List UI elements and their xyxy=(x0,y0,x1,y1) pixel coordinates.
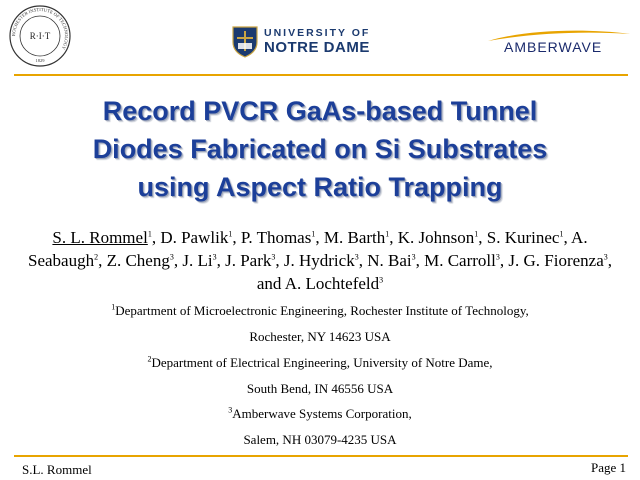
author-affiliation-number: 3 xyxy=(603,252,608,262)
author-name: A. Seabaugh xyxy=(27,228,588,270)
author-name: P. Thomas xyxy=(240,228,312,247)
author-15 xyxy=(285,274,383,293)
title-line-1: Record PVCR GaAs-based Tunnel xyxy=(102,96,538,126)
amberwave-name: AMBERWAVE xyxy=(504,39,603,55)
affiliation-3-number: 3 xyxy=(228,405,233,415)
author-name: S. Kurinec xyxy=(486,228,560,247)
author-name: Z. Cheng xyxy=(106,251,170,270)
affiliation-2-line1 xyxy=(20,355,620,371)
affiliation-3-line1 xyxy=(20,406,620,422)
author-1 xyxy=(52,228,151,247)
presenter-name: S.L. Rommel xyxy=(22,462,92,477)
title-line-2: Diodes Fabricated on Si Substrates xyxy=(92,134,548,164)
page-number: Page 1 xyxy=(590,460,626,475)
author-14 xyxy=(508,251,607,270)
affiliation-3-text: Amberwave Systems Corporation, xyxy=(232,406,412,421)
author-5 xyxy=(398,228,479,247)
author-11 xyxy=(284,251,359,270)
author-affiliation-number: 1 xyxy=(385,229,390,239)
author-affiliation-number: 1 xyxy=(474,229,479,239)
author-name: M. Carroll xyxy=(424,251,496,270)
author-name: A. Lochtefeld xyxy=(284,274,380,293)
author-affiliation-number: 3 xyxy=(379,275,384,285)
author-name: D. Pawlik xyxy=(160,228,229,247)
notre-dame-line1: UNIVERSITY OF xyxy=(264,27,371,39)
affiliation-2-text: Department of Electrical Engineering, University of Notre Dame, xyxy=(151,355,493,370)
author-affiliation-number: 1 xyxy=(147,229,152,239)
author-affiliation-number: 3 xyxy=(411,252,416,262)
slide-title xyxy=(20,92,620,206)
author-name: J. Park xyxy=(225,251,272,270)
affiliation-2-number: 2 xyxy=(147,354,152,364)
header-divider xyxy=(14,74,628,76)
footer-divider xyxy=(14,455,628,457)
author-affiliation-number: 3 xyxy=(212,252,217,262)
author-8 xyxy=(107,251,174,270)
author-3 xyxy=(241,228,316,247)
rit-seal-icon xyxy=(8,4,72,68)
author-affiliation-number: 3 xyxy=(169,252,174,262)
notre-dame-shield-icon xyxy=(232,26,258,58)
author-name: K. Johnson xyxy=(397,228,475,247)
author-name: M. Barth xyxy=(323,228,386,247)
author-9 xyxy=(182,251,216,270)
rit-initials: R·I·T xyxy=(29,31,51,41)
rit-seal-logo xyxy=(8,4,72,68)
author-affiliation-number: 1 xyxy=(228,229,233,239)
author-12 xyxy=(367,251,415,270)
author-10 xyxy=(225,251,275,270)
author-affiliation-number: 3 xyxy=(495,252,500,262)
title-line-3: using Aspect Ratio Trapping xyxy=(137,172,503,202)
affiliation-1-line2: Rochester, NY 14623 USA xyxy=(249,329,391,344)
author-list: S. L. Rommel$^1$, D. Pawlik$^1$, P. Thomas$^1$, M. Barth$^1$, K. Johnson$^1$, S. Kurinec$^1$, A. Seabaugh$^2$, Z. Cheng$^3$, J. Li$^3$, J. Park$^3$, J. Hydrick$^3$, N. Bai$^3$, M. Carroll$^3$, J. G. Fiorenza$^3$, and A. Lochtefeld$^3$ xyxy=(27,228,612,293)
author-4 xyxy=(324,228,389,247)
author-name: J. Hydrick xyxy=(283,251,355,270)
affiliation-1-text: Department of Microelectronic Engineering, Rochester Institute of Technology, xyxy=(115,303,529,318)
author-affiliation-number: 1 xyxy=(559,229,564,239)
rit-year: 1829 xyxy=(35,58,45,63)
author-name: S. L. Rommel xyxy=(52,228,148,247)
affiliation-2-line2: South Bend, IN 46556 USA xyxy=(246,381,394,396)
author-affiliation-number: 1 xyxy=(311,229,316,239)
author-6 xyxy=(487,228,564,247)
author-name: J. Li xyxy=(182,251,213,270)
notre-dame-line2: NOTRE DAME xyxy=(264,39,370,56)
author-2 xyxy=(160,228,232,247)
affiliation-3-line2: Salem, NH 03079-4235 USA xyxy=(243,432,397,447)
rit-ring-text: ROCHESTER INSTITUTE OF TECHNOLOGY xyxy=(10,6,70,51)
notre-dame-logo xyxy=(232,26,382,60)
author-name: N. Bai xyxy=(367,251,412,270)
author-affiliation-number: 2 xyxy=(94,252,99,262)
affiliation-1-line1 xyxy=(20,303,620,319)
affiliation-1-number: 1 xyxy=(111,302,116,312)
amberwave-logo xyxy=(484,28,634,60)
author-affiliation-number: 3 xyxy=(271,252,276,262)
author-name: J. G. Fiorenza xyxy=(508,251,604,270)
author-13 xyxy=(424,251,500,270)
author-affiliation-number: 3 xyxy=(354,252,359,262)
